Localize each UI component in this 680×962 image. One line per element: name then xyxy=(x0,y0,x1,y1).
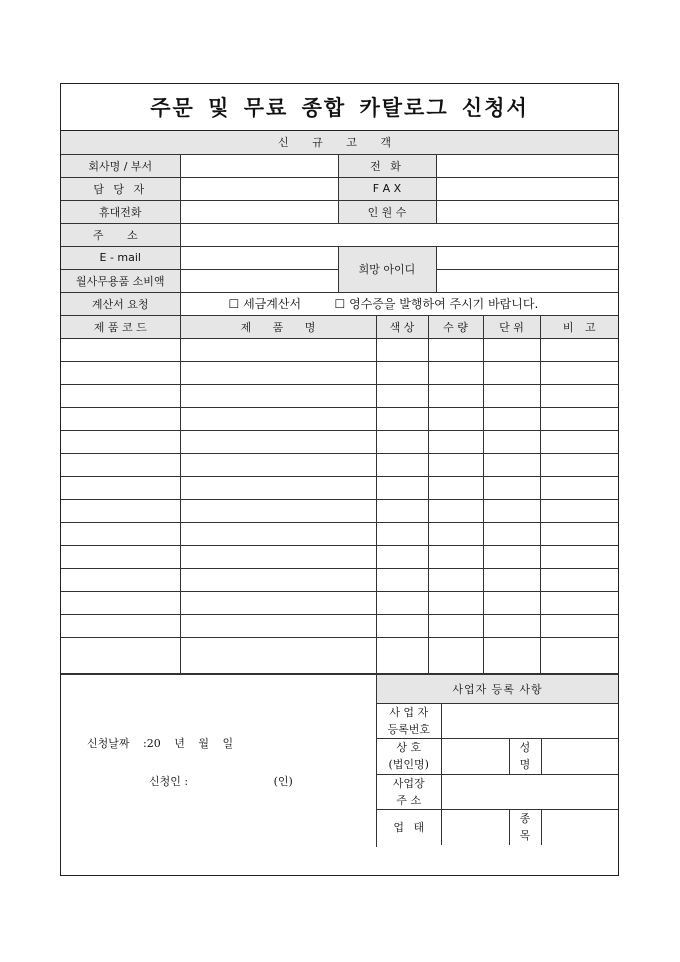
item-unit-cell[interactable] xyxy=(483,408,540,431)
item-color-cell[interactable] xyxy=(376,477,428,500)
table-row xyxy=(61,385,618,408)
contact-label: 담 당 자 xyxy=(61,177,180,200)
item-code-cell[interactable] xyxy=(61,592,180,615)
business-item-label-line1: 종 xyxy=(519,812,531,826)
item-remarks-cell[interactable] xyxy=(540,362,618,385)
item-remarks-cell[interactable] xyxy=(540,592,618,615)
item-name-cell[interactable] xyxy=(180,454,376,477)
headcount-field[interactable] xyxy=(436,200,618,223)
item-quantity-cell[interactable] xyxy=(428,569,483,592)
table-row xyxy=(61,615,618,638)
item-remarks-cell[interactable] xyxy=(540,408,618,431)
item-unit-cell[interactable] xyxy=(483,385,540,408)
trade-name-label-line2: (법인명) xyxy=(388,758,429,771)
header-quantity: 수 량 xyxy=(428,316,483,339)
company-label: 회사명 / 부서 xyxy=(61,154,180,177)
table-row xyxy=(61,431,618,454)
bottom-section xyxy=(61,674,618,847)
item-color-cell[interactable] xyxy=(376,523,428,546)
item-code-cell[interactable] xyxy=(61,454,180,477)
item-name-cell[interactable] xyxy=(180,431,376,454)
business-table xyxy=(377,675,618,845)
location-label xyxy=(377,774,441,809)
item-code-cell[interactable] xyxy=(61,523,180,546)
item-quantity-cell[interactable] xyxy=(428,546,483,569)
trade-name-label-line1: 상 호 xyxy=(396,741,422,754)
table-row xyxy=(61,500,618,523)
preferred-id-field-1[interactable] xyxy=(436,246,618,269)
table-row xyxy=(61,523,618,546)
item-name-cell[interactable] xyxy=(180,408,376,431)
location-label-line2: 주 소 xyxy=(396,793,422,807)
item-quantity-cell[interactable] xyxy=(428,339,483,362)
fax-field[interactable] xyxy=(436,177,618,200)
item-unit-cell[interactable] xyxy=(483,523,540,546)
item-quantity-cell[interactable] xyxy=(428,500,483,523)
owner-name-label-line1: 성 xyxy=(519,741,531,754)
trade-name-label xyxy=(377,738,441,774)
item-color-cell[interactable] xyxy=(376,362,428,385)
item-code-cell[interactable] xyxy=(61,408,180,431)
item-name-cell[interactable] xyxy=(180,592,376,615)
item-name-cell[interactable] xyxy=(180,546,376,569)
item-color-cell[interactable] xyxy=(376,638,428,674)
receipt-checkbox[interactable]: ☐ 영수증을 발행하여 주시기 바랍니다. xyxy=(334,297,539,311)
item-unit-cell[interactable] xyxy=(483,569,540,592)
location-label-line1: 사업장 xyxy=(392,776,425,790)
item-code-cell[interactable] xyxy=(61,477,180,500)
monthly-supplies-label: 월사무용품 소비액 xyxy=(61,269,180,292)
preferred-id-label: 희망 아이디 xyxy=(338,246,436,292)
trade-name-field[interactable] xyxy=(441,738,509,774)
item-remarks-cell[interactable] xyxy=(540,385,618,408)
item-unit-cell[interactable] xyxy=(483,454,540,477)
order-form xyxy=(60,83,619,876)
header-color: 색 상 xyxy=(376,316,428,339)
phone-label: 전 화 xyxy=(338,154,436,177)
table-row xyxy=(61,638,618,674)
item-remarks-cell[interactable] xyxy=(540,569,618,592)
item-code-cell[interactable] xyxy=(61,638,180,674)
item-name-cell[interactable] xyxy=(180,523,376,546)
item-remarks-cell[interactable] xyxy=(540,546,618,569)
item-quantity-cell[interactable] xyxy=(428,408,483,431)
owner-name-field[interactable] xyxy=(541,738,618,774)
items-table xyxy=(61,316,618,675)
seal-mark: (인) xyxy=(273,775,293,788)
item-color-cell[interactable] xyxy=(376,385,428,408)
item-code-cell[interactable] xyxy=(61,362,180,385)
item-color-cell[interactable] xyxy=(376,408,428,431)
item-color-cell[interactable] xyxy=(376,546,428,569)
item-name-cell[interactable] xyxy=(180,615,376,638)
table-row xyxy=(61,408,618,431)
item-quantity-cell[interactable] xyxy=(428,431,483,454)
invoice-label: 계산서 요청 xyxy=(61,292,180,315)
headcount-label: 인 원 수 xyxy=(338,200,436,223)
item-quantity-cell[interactable] xyxy=(428,638,483,674)
item-remarks-cell[interactable] xyxy=(540,638,618,674)
item-quantity-cell[interactable] xyxy=(428,477,483,500)
item-remarks-cell[interactable] xyxy=(540,431,618,454)
business-registration xyxy=(377,675,618,847)
item-unit-cell[interactable] xyxy=(483,592,540,615)
reg-no-label-line1: 사 업 자 xyxy=(389,705,429,719)
item-color-cell[interactable] xyxy=(376,592,428,615)
header-remarks: 비 고 xyxy=(540,316,618,339)
application-date: 신청날짜 :20 년 월 일 xyxy=(87,737,234,750)
item-unit-cell[interactable] xyxy=(483,615,540,638)
email-field[interactable] xyxy=(180,246,338,269)
item-code-cell[interactable] xyxy=(61,569,180,592)
item-quantity-cell[interactable] xyxy=(428,362,483,385)
item-quantity-cell[interactable] xyxy=(428,385,483,408)
invoice-options xyxy=(180,292,618,315)
owner-name-label-line2: 명 xyxy=(519,758,531,771)
item-remarks-cell[interactable] xyxy=(540,339,618,362)
table-row xyxy=(61,592,618,615)
phone-field[interactable] xyxy=(436,154,618,177)
item-code-cell[interactable] xyxy=(61,339,180,362)
reg-no-label-line2: 등록번호 xyxy=(387,722,430,736)
item-remarks-cell[interactable] xyxy=(540,477,618,500)
item-remarks-cell[interactable] xyxy=(540,615,618,638)
item-name-cell[interactable] xyxy=(180,339,376,362)
item-quantity-cell[interactable] xyxy=(428,592,483,615)
address-field[interactable] xyxy=(180,223,618,246)
item-unit-cell[interactable] xyxy=(483,546,540,569)
item-unit-cell[interactable] xyxy=(483,362,540,385)
item-code-cell[interactable] xyxy=(61,615,180,638)
business-type-label: 업 태 xyxy=(377,809,441,845)
header-unit: 단 위 xyxy=(483,316,540,339)
page-title: 주문 및 무료 종합 카탈로그 신청서 xyxy=(150,95,529,120)
title-box xyxy=(61,84,618,131)
monthly-supplies-field[interactable] xyxy=(180,269,338,292)
business-item-label xyxy=(509,809,541,845)
applicant-label: 신청인 : xyxy=(149,775,189,788)
item-quantity-cell[interactable] xyxy=(428,615,483,638)
business-item-label-line2: 목 xyxy=(519,829,531,843)
application-area xyxy=(61,675,377,847)
item-code-cell[interactable] xyxy=(61,500,180,523)
item-unit-cell[interactable] xyxy=(483,339,540,362)
applicant-line xyxy=(149,773,293,789)
location-field[interactable] xyxy=(441,774,618,809)
company-field[interactable] xyxy=(180,154,338,177)
item-remarks-cell[interactable] xyxy=(540,523,618,546)
table-row xyxy=(61,339,618,362)
table-row xyxy=(61,569,618,592)
item-unit-cell[interactable] xyxy=(483,431,540,454)
item-color-cell[interactable] xyxy=(376,500,428,523)
item-name-cell[interactable] xyxy=(180,477,376,500)
business-item-field[interactable] xyxy=(541,809,618,845)
mobile-label: 휴대전화 xyxy=(61,200,180,223)
item-name-cell[interactable] xyxy=(180,385,376,408)
item-code-cell[interactable] xyxy=(61,546,180,569)
fax-label: F A X xyxy=(338,177,436,200)
item-remarks-cell[interactable] xyxy=(540,500,618,523)
header-product-name: 제 품 명 xyxy=(180,316,376,339)
item-color-cell[interactable] xyxy=(376,569,428,592)
mobile-field[interactable] xyxy=(180,200,338,223)
item-unit-cell[interactable] xyxy=(483,477,540,500)
item-code-cell[interactable] xyxy=(61,431,180,454)
customer-table xyxy=(61,131,618,316)
item-quantity-cell[interactable] xyxy=(428,454,483,477)
item-name-cell[interactable] xyxy=(180,569,376,592)
item-color-cell[interactable] xyxy=(376,431,428,454)
item-color-cell[interactable] xyxy=(376,339,428,362)
item-name-cell[interactable] xyxy=(180,638,376,674)
table-row xyxy=(61,362,618,385)
business-header: 사업자 등록 사항 xyxy=(377,675,618,703)
item-color-cell[interactable] xyxy=(376,615,428,638)
item-unit-cell[interactable] xyxy=(483,638,540,674)
reg-no-label xyxy=(377,703,441,738)
table-row xyxy=(61,454,618,477)
item-name-cell[interactable] xyxy=(180,500,376,523)
item-unit-cell[interactable] xyxy=(483,500,540,523)
table-row xyxy=(61,546,618,569)
tax-invoice-checkbox[interactable]: ☐ 세금계산서 xyxy=(228,297,302,311)
item-quantity-cell[interactable] xyxy=(428,523,483,546)
customer-section-header: 신 규 고 객 xyxy=(61,131,618,154)
preferred-id-field-2[interactable] xyxy=(436,269,618,292)
item-remarks-cell[interactable] xyxy=(540,454,618,477)
item-code-cell[interactable] xyxy=(61,385,180,408)
owner-name-label xyxy=(509,738,541,774)
header-product-code: 제 품 코 드 xyxy=(61,316,180,339)
contact-field[interactable] xyxy=(180,177,338,200)
item-name-cell[interactable] xyxy=(180,362,376,385)
item-color-cell[interactable] xyxy=(376,454,428,477)
business-type-field[interactable] xyxy=(441,809,509,845)
reg-no-field[interactable] xyxy=(441,703,618,738)
address-label: 주 소 xyxy=(61,223,180,246)
email-label: E - mail xyxy=(61,246,180,269)
table-row xyxy=(61,477,618,500)
